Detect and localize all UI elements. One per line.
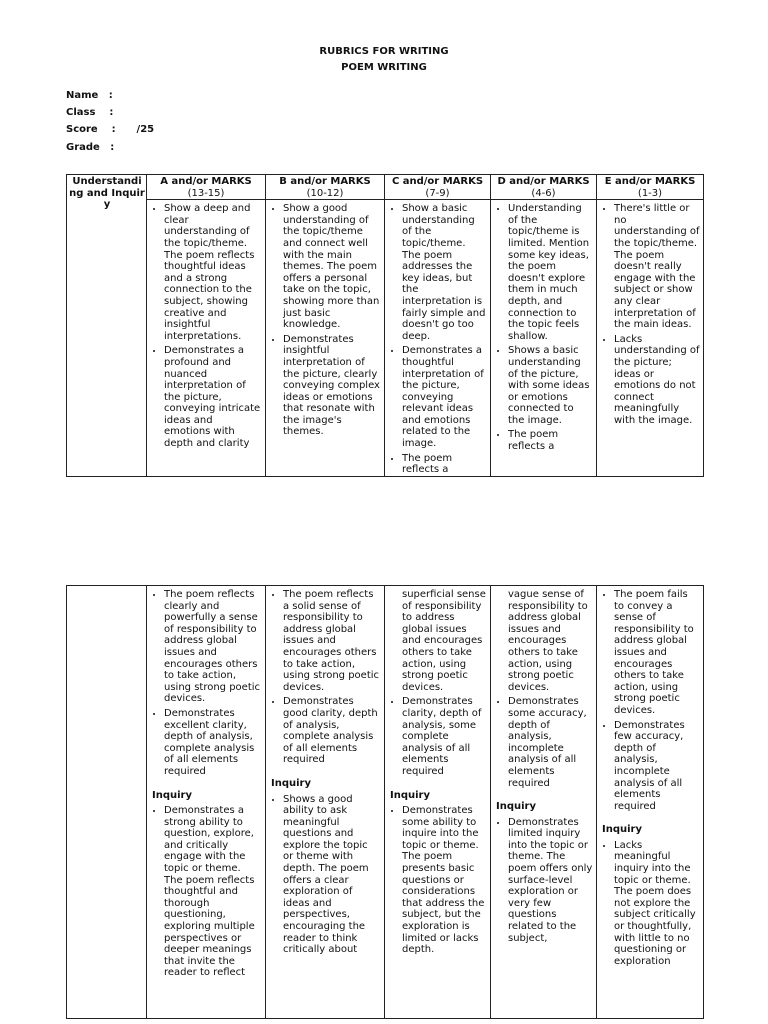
grade-cell-b bbox=[266, 200, 385, 477]
grade-header-b bbox=[266, 175, 385, 200]
descriptor: • Demonstrates few accuracy, depth of analysis, incomplete analysis of all elements required bbox=[614, 720, 700, 813]
grade-range: (10-12) bbox=[306, 187, 344, 199]
rubric-table-top bbox=[66, 174, 704, 477]
descriptor: • Lacks meaningful inquiry into the topic or theme. The poem does not explore the subject critically or thoughtfully, with little to no questioning or exploration bbox=[614, 840, 700, 968]
descriptor: • Demonstrates a strong ability to question, explore, and critically engage with the topic or theme. The poem reflects thoughtful and thorough questioning, exploring multiple perspectives or deeper meanings that invite the reader to reflect bbox=[164, 805, 262, 979]
descriptor: • The poem fails to convey a sense of responsibility to address global issues and encourages others to take action, using strong poetic devices. bbox=[614, 589, 700, 717]
grade-cell-d bbox=[491, 200, 597, 477]
descriptor: • The poem reflects a solid sense of responsibility to address global issues and encourages others to take action, using strong poetic devices. bbox=[283, 589, 381, 693]
descriptor: • Demonstrates excellent clarity, depth of analysis, complete analysis of all elements required bbox=[164, 708, 262, 778]
inquiry-heading: Inquiry bbox=[152, 789, 192, 801]
descriptor: • Demonstrates good clarity, depth of analysis, complete analysis of all elements required bbox=[283, 696, 381, 766]
field-sep: : bbox=[108, 90, 113, 101]
field-class bbox=[66, 106, 113, 120]
grade-cell-e bbox=[597, 586, 704, 1019]
grade-title: D and/or MARKS bbox=[497, 176, 590, 187]
descriptor: • Understanding of the topic/theme is limited. Mention some key ideas, the poem doesn't explore them in much depth, and connection to the topic feels shallow. bbox=[508, 203, 593, 342]
descriptor: • There's little or no understanding of the topic/theme. The poem doesn't really engage with the subject or show any clear interpretation of the main ideas. bbox=[614, 203, 700, 331]
descriptor-continued: vague sense of responsibility to address global issues and encourages others to take action, using strong poetic devices. bbox=[508, 589, 588, 693]
field-label: Name bbox=[66, 90, 99, 101]
inquiry-heading: Inquiry bbox=[271, 777, 311, 789]
descriptor: • Show a good understanding of the topic/theme and connect well with the main themes. The poem offers a personal take on the topic, showing more than just basic knowledge. bbox=[283, 203, 381, 331]
field-score bbox=[66, 123, 154, 137]
descriptor: • The poem reflects clearly and powerfully a sense of responsibility to address global issues and encourages others to take action, using strong poetic devices. bbox=[164, 589, 262, 705]
grade-header-e bbox=[597, 175, 704, 200]
grade-cell-d bbox=[491, 586, 597, 1019]
grade-title: C and/or MARKS bbox=[391, 176, 484, 187]
descriptor-continued: superficial sense of responsibility to address global issues and encourages others to take action, using strong poetic devices. bbox=[402, 589, 486, 693]
grade-title: B and/or MARKS bbox=[279, 176, 371, 187]
field-label: Score bbox=[66, 124, 98, 135]
rubric-table-bottom bbox=[66, 585, 704, 1019]
descriptor: • Demonstrates some accuracy, depth of analysis, incomplete analysis of all elements required bbox=[508, 696, 593, 789]
grade-cell-e bbox=[597, 200, 704, 477]
descriptor: • Lacks understanding of the picture; ideas or emotions do not connect meaningfully with the image. bbox=[614, 334, 700, 427]
field-label: Class bbox=[66, 107, 96, 118]
inquiry-heading: Inquiry bbox=[496, 801, 536, 813]
field-sep: : bbox=[111, 124, 116, 135]
criterion-cell-empty bbox=[67, 586, 147, 1019]
grade-header-a bbox=[147, 175, 266, 200]
descriptor: • Demonstrates clarity, depth of analysis, some complete analysis of all elements required bbox=[402, 696, 487, 777]
field-label: Grade bbox=[66, 142, 100, 153]
grade-cell-c bbox=[385, 200, 491, 477]
grade-title: E and/or MARKS bbox=[604, 176, 696, 187]
grade-header-c bbox=[385, 175, 491, 200]
grade-title: A and/or MARKS bbox=[160, 176, 252, 187]
grade-range: (7-9) bbox=[425, 187, 450, 199]
grade-cell-a bbox=[147, 586, 266, 1019]
descriptor: • Demonstrates limited inquiry into the topic or theme. The poem offers only surface-level exploration or very few questions related to the subject, bbox=[508, 817, 593, 945]
descriptor: • Demonstrates some ability to inquire into the topic or theme. The poem presents basic questions or considerations that address the subject, but the exploration is limited or lacks depth. bbox=[402, 805, 487, 956]
field-grade bbox=[66, 141, 114, 155]
criterion-label: Understanding and Inquiry bbox=[69, 176, 145, 211]
page-subtitle: POEM WRITING bbox=[341, 62, 427, 73]
field-sep: : bbox=[109, 107, 114, 118]
descriptor: • Demonstrates insightful interpretation of the picture, clearly conveying complex ideas or emotions that resonate with the image's themes. bbox=[283, 334, 381, 438]
descriptor: • The poem reflects a bbox=[402, 453, 487, 476]
grade-range: (4-6) bbox=[531, 187, 556, 199]
grade-range: (13-15) bbox=[187, 187, 225, 199]
descriptor: • Demonstrates a thoughtful interpretation of the picture, conveying relevant ideas and emotions related to the image. bbox=[402, 345, 487, 449]
grade-cell-b bbox=[266, 586, 385, 1019]
grade-cell-c bbox=[385, 586, 491, 1019]
descriptor: • Show a deep and clear understanding of the topic/theme. The poem reflects thoughtful ideas and a strong connection to the subject, showing creative and insightful interpretations. bbox=[164, 203, 262, 342]
descriptor: • Show a basic understanding of the topic/theme. The poem addresses the key ideas, but the interpretation is fairly simple and doesn't go too deep. bbox=[402, 203, 487, 342]
descriptor: • Demonstrates a profound and nuanced interpretation of the picture, conveying intricate ideas and emotions with depth and clarity bbox=[164, 345, 262, 449]
field-name bbox=[66, 89, 113, 103]
inquiry-heading: Inquiry bbox=[602, 824, 642, 836]
grade-range: (1-3) bbox=[637, 187, 663, 199]
grade-header-d bbox=[491, 175, 597, 200]
page-title: RUBRICS FOR WRITING bbox=[319, 46, 449, 57]
grade-cell-a bbox=[147, 200, 266, 477]
field-sep: : bbox=[110, 142, 115, 153]
inquiry-heading: Inquiry bbox=[390, 789, 430, 801]
descriptor: • Shows a good ability to ask meaningful questions and explore the topic or theme with depth. The poem offers a clear exploration of ideas and perspectives, encouraging the reader to think critically about bbox=[283, 794, 381, 956]
criterion-header bbox=[67, 175, 147, 477]
descriptor: • Shows a basic understanding of the picture, with some ideas or emotions connected to the image. bbox=[508, 345, 593, 426]
descriptor: • The poem reflects a bbox=[508, 429, 593, 452]
score-value: /25 bbox=[136, 124, 155, 135]
